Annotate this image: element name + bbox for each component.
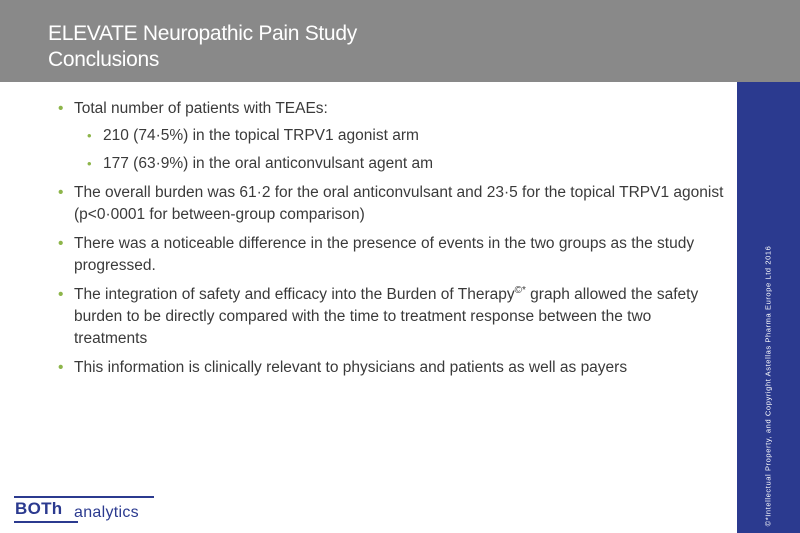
bullet-integration: [58, 284, 728, 350]
right-sidebar: [737, 82, 800, 533]
title-line-2: Conclusions: [48, 48, 160, 71]
logo-brand: BOTh: [15, 499, 63, 518]
logo-top-rule: [14, 496, 154, 498]
bullet-list: [58, 98, 728, 379]
bullet-difference: • There was a noticeable difference in the presence of events in the two groups as the study progressed.: [58, 233, 728, 277]
header-bar: [0, 0, 800, 82]
slide-content: [58, 98, 728, 386]
logo-bottom-rule: [14, 521, 78, 523]
sub-bullet-topical: • 210 (74·5%) in the topical TRPV1 agonist arm: [87, 125, 728, 147]
bullet-text: Total number of patients with TEAEs:: [74, 100, 328, 117]
bullet-text-after: graph allowed the safety burden to be directly compared with the time to treatment response between the two treatments: [74, 286, 699, 347]
title-line-1: ELEVATE Neuropathic Pain Study: [48, 22, 357, 45]
slide-title: [48, 21, 357, 73]
bullet-teae-total: [58, 98, 728, 175]
logo-suffix: analytics: [74, 504, 139, 521]
bullet-relevance: • This information is clinically relevant to physicians and patients as well as payers: [58, 357, 728, 379]
bullet-overall-burden: • The overall burden was 61·2 for the oral anticonvulsant and 23·5 for the topical TRPV1 agonist (p<0·0001 for between-group comparison): [58, 182, 728, 226]
copyright-superscript: ©*: [514, 284, 526, 296]
sub-bullet-list: [74, 125, 728, 175]
copyright-text: ©*Intellectual Property, and Copyright Astellas Pharma Europe Ltd 2016: [763, 245, 773, 527]
both-analytics-logo: [14, 496, 156, 524]
bullet-text-before: The integration of safety and efficacy into the Burden of Therapy: [74, 286, 515, 303]
sub-bullet-oral: • 177 (63·9%) in the oral anticonvulsant agent am: [87, 153, 728, 175]
